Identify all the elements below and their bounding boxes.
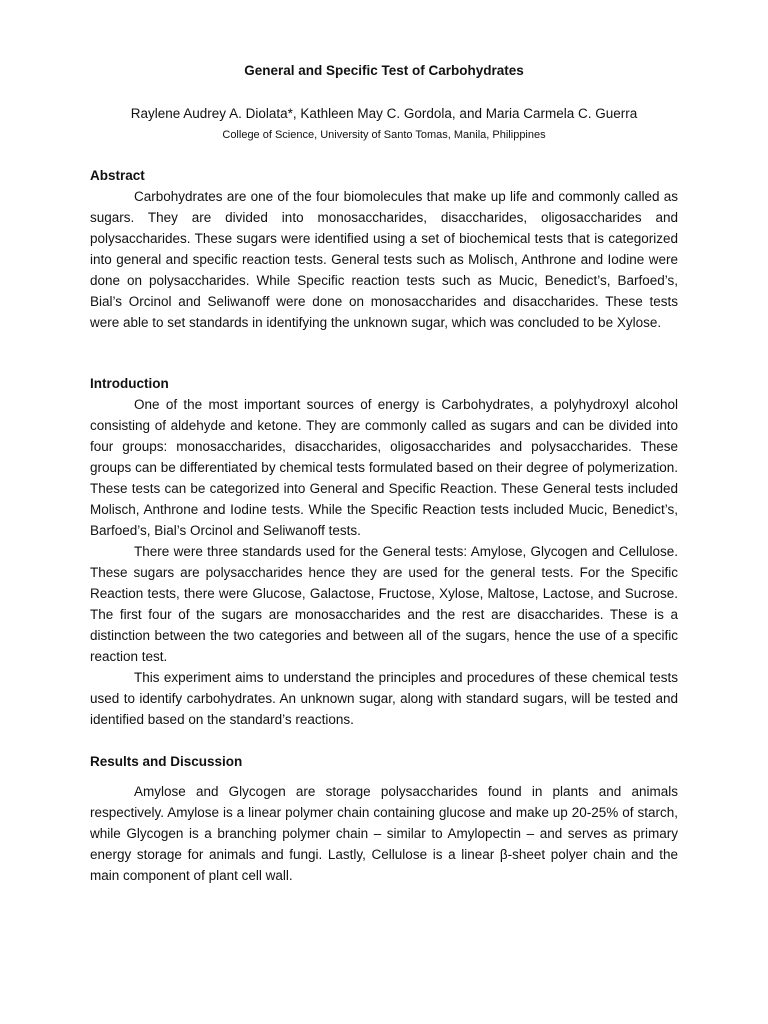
author-affiliation: College of Science, University of Santo Tomas, Manila, Philippines — [222, 129, 546, 141]
abstract-paragraph: Carbohydrates are one of the four biomolecules that make up life and commonly called as sugars. They are divided into monosaccharides, disaccharides, oligosaccharides and polysaccharides. These sugars were identified using a set of biochemical tests that is categorized into general and specific reaction tests. General tests such as Molisch, Anthrone and Iodine were done on polysaccharides. While Specific reaction tests such as Mucic, Benedict’s, Barfoed’s, Bial’s Orcinol and Seliwanoff were done on monosaccharides and disaccharides. These tests were able to set standards in identifying the unknown sugar, which was concluded to be Xylose. — [90, 189, 678, 330]
results-paragraph: Amylose and Glycogen are storage polysaccharides found in plants and animals respectively. Amylose is a linear polymer chain containing glucose and make up 20-25% of starch, while Glycogen is a branching polymer chain – similar to Amylopectin – and serves as primary energy storage for animals and fungi. Lastly, Cellulose is a linear β-sheet polyer chain and the main component of plant cell wall. — [90, 784, 678, 883]
results-section — [90, 751, 678, 886]
introduction-paragraph: This experiment aims to understand the principles and procedures of these chemical tests used to identify carbohydrates. An unknown sugar, along with standard sugars, will be tested and identified based on the standard’s reactions. — [90, 670, 678, 727]
paper-title: General and Specific Test of Carbohydrates — [244, 63, 524, 78]
abstract-heading: Abstract — [90, 168, 145, 183]
results-heading: Results and Discussion — [90, 754, 243, 769]
introduction-paragraph: One of the most important sources of energy is Carbohydrates, a polyhydroxyl alcohol consisting of aldehyde and ketone. They are commonly called as sugars and can be divided into four groups: monosaccharides, disaccharides, oligosaccharides and polysaccharides. These groups can be differentiated by chemical tests formulated based on their degree of polymerization. These tests can be categorized into General and Specific Reaction. These General tests included Molisch, Anthrone and Iodine tests. While the Specific Reaction tests included Mucic, Benedict’s, Barfoed’s, Bial’s Orcinol and Seliwanoff tests. — [90, 397, 678, 538]
introduction-section — [90, 373, 678, 730]
abstract-section — [90, 165, 678, 333]
paper-page — [90, 62, 678, 886]
introduction-paragraph: There were three standards used for the General tests: Amylose, Glycogen and Cellulose. These sugars are polysaccharides hence they are used for the general tests. For the Specific Reaction tests, there were Glucose, Galactose, Fructose, Xylose, Maltose, Lactose, and Sucrose. The first four of the sugars are monosaccharides and the rest are disaccharides. These is a distinction between the two categories and between all of the sugars, hence the use of a specific reaction test. — [90, 544, 678, 664]
introduction-heading: Introduction — [90, 376, 169, 391]
author-list: Raylene Audrey A. Diolata*, Kathleen May C. Gordola, and Maria Carmela C. Guerra — [130, 106, 638, 121]
